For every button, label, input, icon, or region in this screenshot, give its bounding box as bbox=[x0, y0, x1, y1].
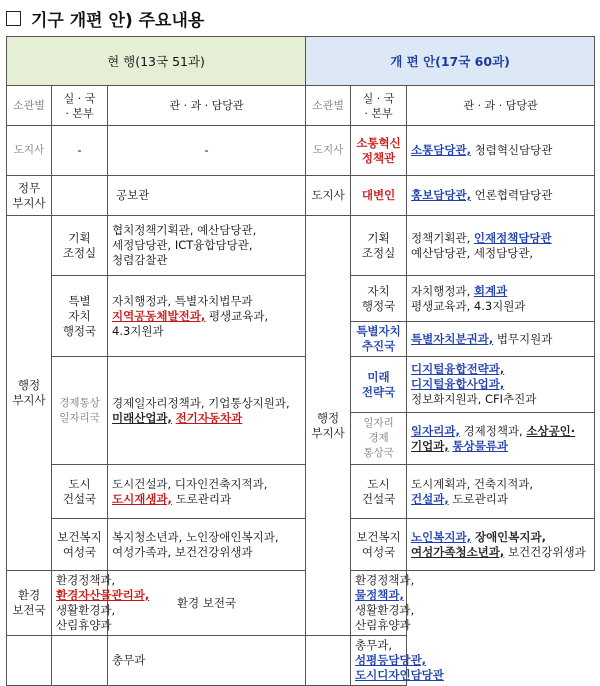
header-row bbox=[7, 37, 595, 86]
bureau-right: 보건복지 여성국 bbox=[351, 519, 407, 571]
governor-row bbox=[7, 126, 595, 176]
bureau-left: 특별 자치 행정국 bbox=[52, 276, 108, 357]
division-right: 정책기획관, 인재정책담당관 예산담당관, 세정담당관, bbox=[407, 216, 595, 276]
bureau-left: 보건복지 여성국 bbox=[52, 519, 108, 571]
welfare-row bbox=[7, 519, 595, 571]
division-right: 노인복지과, 장애인복지과, 여성가족청소년과, 보건건강위생과 bbox=[407, 519, 595, 571]
division-right-2: 특별자치분권과, 법무지원과 bbox=[407, 322, 595, 357]
division-left: - bbox=[108, 126, 306, 176]
reorganization-table bbox=[6, 36, 595, 686]
owner-right: 도지사 bbox=[306, 126, 351, 176]
page-title-text: 기구 개편 안) 주요내용 bbox=[31, 10, 205, 31]
environment-row bbox=[7, 571, 595, 636]
political-row bbox=[7, 176, 595, 216]
admin-owner-left: 행정 부지사 bbox=[7, 216, 52, 571]
col-division-right: 관 · 과 · 담당관 bbox=[407, 86, 595, 126]
col-owner-left: 소관별 bbox=[7, 86, 52, 126]
owner-left: 정무 부지사 bbox=[7, 176, 52, 216]
economy-row bbox=[7, 357, 595, 413]
bureau-right: 소통혁신 정책관 bbox=[351, 126, 407, 176]
division-left: 총무과 bbox=[108, 636, 306, 686]
proposed-header: 개 편 안(17국 60과) bbox=[306, 37, 595, 86]
current-header: 현 행(13국 51과) bbox=[7, 37, 306, 86]
division-right: 총무과, 성평등담당관, 도시디자인담당관 bbox=[351, 636, 407, 686]
col-division-left: 관 · 과 · 담당관 bbox=[108, 86, 306, 126]
bureau-right-2: 특별자치 추진국 bbox=[351, 322, 407, 357]
planning-row bbox=[7, 216, 595, 276]
division-right-2: 일자리과, 경제정책과, 소상공인·기업과, 통상물류과 bbox=[407, 413, 595, 465]
owner-left: 도지사 bbox=[7, 126, 52, 176]
bureau-right: 미래 전략국 bbox=[351, 357, 407, 413]
col-owner-right: 소관별 bbox=[306, 86, 351, 126]
bureau-left: 기획 조정실 bbox=[52, 216, 108, 276]
col-bureau-right: 실 · 국 · 본부 bbox=[351, 86, 407, 126]
division-left: 협치정책기획관, 예산담당관, 세정담당관, ICT융합담당관, 청렴감찰관 bbox=[108, 216, 306, 276]
division-right: 소통담당관, 청렴혁신담당관 bbox=[407, 126, 595, 176]
bureau-left bbox=[52, 176, 108, 216]
self-gov-row bbox=[7, 276, 595, 322]
col-bureau-left: 실 · 국 · 본부 bbox=[52, 86, 108, 126]
bureau-right: 도시 건설국 bbox=[351, 465, 407, 519]
bureau-right: 자치 행정국 bbox=[351, 276, 407, 322]
bureau-left: 도시 건설국 bbox=[52, 465, 108, 519]
subheader-row bbox=[7, 86, 595, 126]
general-row bbox=[7, 636, 595, 686]
division-right: 디지털융합전략과, 디지털융합사업과, 정보화지원과, CFI추진과 bbox=[407, 357, 595, 413]
division-right: 도시계획과, 건축지적과, 건설과, 도로관리과 bbox=[407, 465, 595, 519]
division-left: 자치행정과, 특별자치법무과 지역공동체발전과, 평생교육과, 4.3지원과 bbox=[108, 276, 306, 357]
division-left: 복지청소년과, 노인장애인복지과, 여성가족과, 보건건강위생과 bbox=[108, 519, 306, 571]
bureau-left: 환경 보전국 bbox=[7, 571, 52, 636]
division-right: 홍보담당관, 언론협력담당관 bbox=[407, 176, 595, 216]
bureau-left bbox=[52, 636, 108, 686]
bureau-right: 환경 보전국 bbox=[108, 571, 306, 636]
admin-owner-right: 행정 부지사 bbox=[306, 216, 351, 636]
division-left: 도시건설과, 디자인건축지적과, 도시재생과, 도로관리과 bbox=[108, 465, 306, 519]
division-left: 경제일자리정책과, 기업통상지원과, 미래산업과, 전기자동차과 bbox=[108, 357, 306, 465]
bureau-right-2: 일자리 경제 통상국 bbox=[351, 413, 407, 465]
owner-right: 도지사 bbox=[306, 176, 351, 216]
division-right: 자치행정과, 회계과 평생교육과, 4.3지원과 bbox=[407, 276, 595, 322]
checkbox-square-icon bbox=[6, 11, 21, 26]
bureau-left: - bbox=[52, 126, 108, 176]
page-title bbox=[0, 0, 600, 36]
bureau-right bbox=[306, 636, 351, 686]
owner-left-blank bbox=[7, 636, 52, 686]
division-left: 공보관 bbox=[108, 176, 306, 216]
urban-row bbox=[7, 465, 595, 519]
division-left: 환경정책과, 환경자산물관리과, 생활환경과, 산림휴양과 bbox=[52, 571, 108, 636]
bureau-right: 기획 조정실 bbox=[351, 216, 407, 276]
bureau-left: 경제통상 일자리국 bbox=[52, 357, 108, 465]
bureau-right: 대변인 bbox=[351, 176, 407, 216]
division-right: 환경정책과, 물정책과, 생활환경과, 산림휴양과 bbox=[351, 571, 407, 636]
